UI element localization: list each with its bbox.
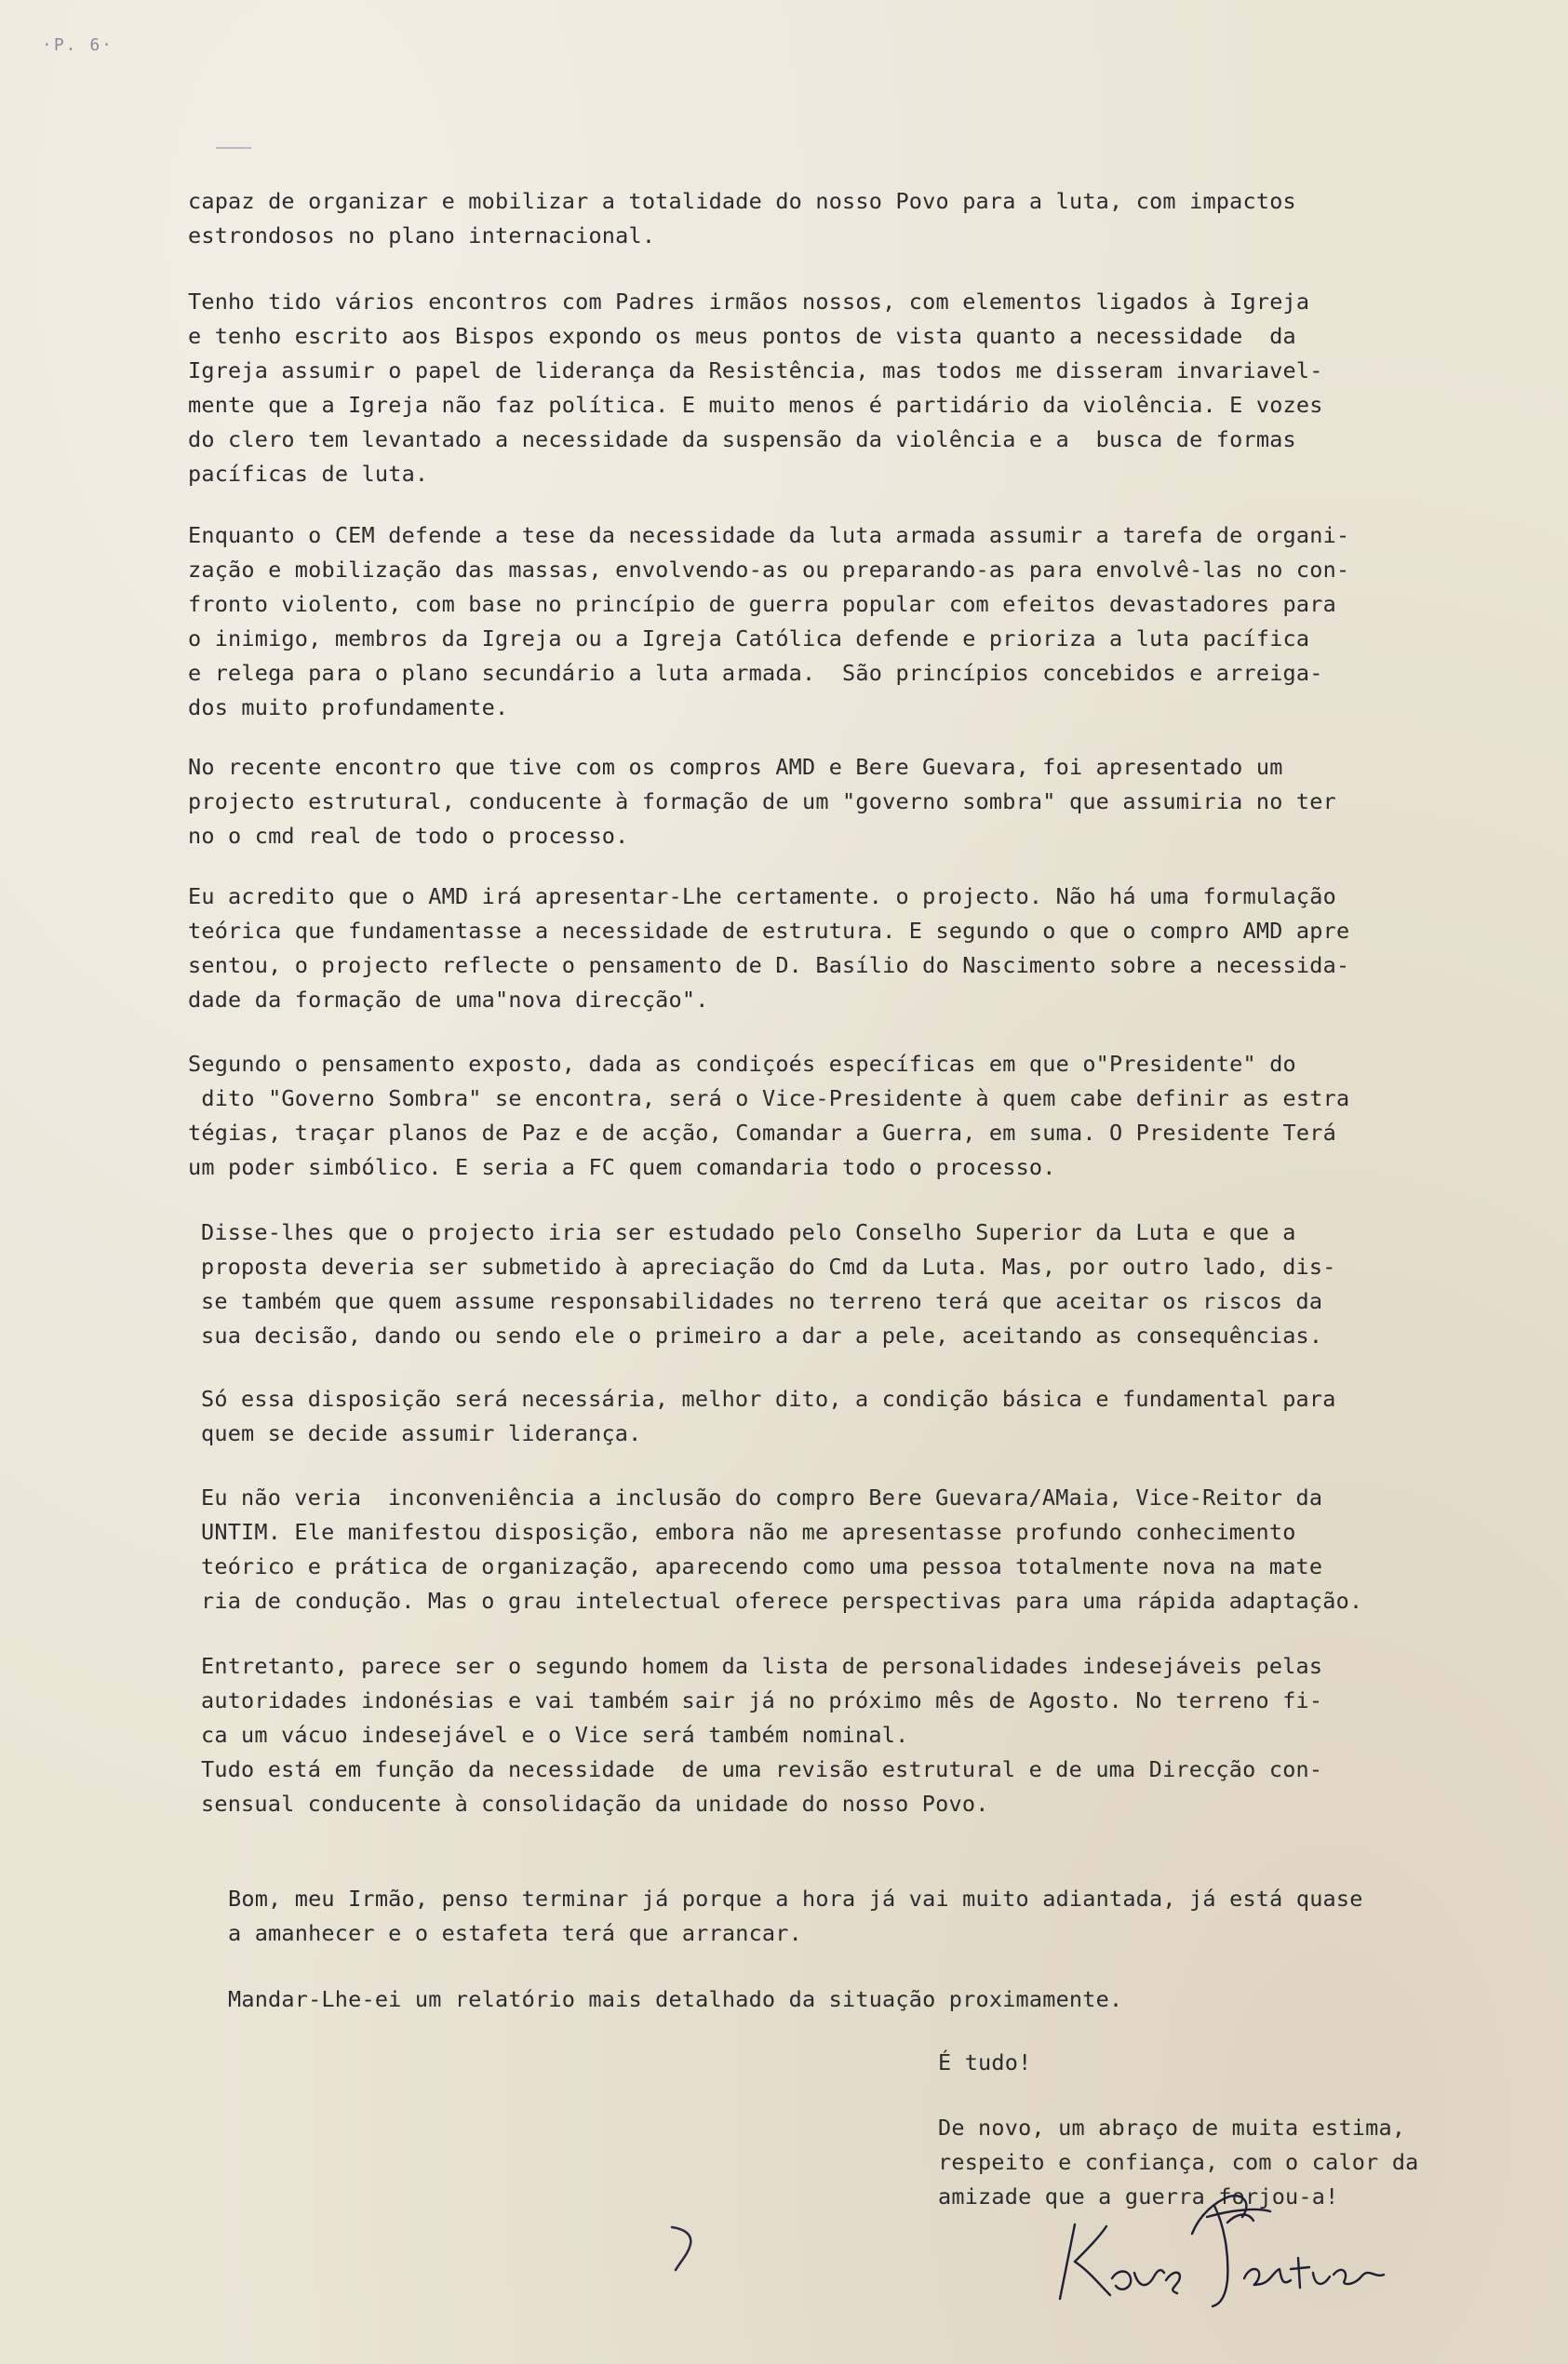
page-number-mark: ·P. 6· bbox=[42, 35, 114, 55]
text-line: e tenho escrito aos Bispos expondo os meus pontos de vista quanto a necessidade da bbox=[188, 323, 1296, 349]
text-line: Bom, meu Irmão, penso terminar já porque a hora já vai muito adiantada, já está quase bbox=[228, 1886, 1363, 1912]
ink-stroke-mark bbox=[668, 2220, 705, 2276]
text-line: um poder simbólico. E seria a FC quem comandaria todo o processo. bbox=[188, 1154, 1056, 1180]
text-line: respeito e confiança, com o calor da bbox=[938, 2149, 1419, 2175]
text-line: Tudo está em função da necessidade de uma revisão estrutural e de uma Direcção con- bbox=[201, 1756, 1323, 1782]
text-line: proposta deveria ser submetido à apreciação do Cmd da Luta. Mas, por outro lado, dis- bbox=[201, 1254, 1336, 1280]
text-line: UNTIM. Ele manifestou disposição, embora não me apresentasse profundo conhecimento bbox=[201, 1519, 1296, 1545]
text-line: estrondosos no plano internacional. bbox=[188, 222, 656, 248]
text-line: pacíficas de luta. bbox=[188, 461, 429, 487]
text-line: De novo, um abraço de muita estima, bbox=[938, 2115, 1406, 2141]
paragraph-10 bbox=[201, 1649, 1322, 1821]
text-line: autoridades indonésias e vai também sair já no próximo mês de Agosto. No terreno fi- bbox=[201, 1687, 1323, 1713]
text-line: Só essa disposição será necessária, melhor dito, a condição básica e fundamental para bbox=[201, 1386, 1336, 1412]
text-line: No recente encontro que tive com os compros AMD e Bere Guevara, foi apresentado um bbox=[188, 754, 1283, 780]
paragraph-3 bbox=[188, 518, 1349, 725]
text-line: projecto estrutural, conducente à formação de um "governo sombra" que assumiria no ter bbox=[188, 788, 1336, 814]
paragraph-11 bbox=[228, 1882, 1363, 1951]
text-line: e relega para o plano secundário a luta armada. São princípios concebidos e arreiga- bbox=[188, 660, 1323, 686]
text-line: Disse-lhes que o projecto iria ser estudado pelo Conselho Superior da Luta e que a bbox=[201, 1219, 1296, 1245]
text-line: ca um vácuo indesejável e o Vice será também nominal. bbox=[201, 1722, 909, 1748]
text-line: capaz de organizar e mobilizar a totalidade do nosso Povo para a luta, com impactos bbox=[188, 188, 1296, 214]
text-line: teórica que fundamentasse a necessidade de estrutura. E segundo o que o compro AMD apre bbox=[188, 918, 1350, 944]
text-line: o inimigo, membros da Igreja ou a Igreja Católica defende e prioriza a luta pacífica bbox=[188, 625, 1310, 651]
paragraph-5 bbox=[188, 880, 1349, 1017]
text-line: Tenho tido vários encontros com Padres irmãos nossos, com elementos ligados à Igreja bbox=[188, 289, 1310, 315]
text-line: sentou, o projecto reflecte o pensamento de D. Basílio do Nascimento sobre a necessida- bbox=[188, 952, 1350, 978]
text-line: zação e mobilização das massas, envolvendo-as ou preparando-as para envolvê-las no con- bbox=[188, 557, 1350, 583]
closing-line bbox=[938, 2046, 1031, 2080]
text-line: a amanhecer e o estafeta terá que arrancar. bbox=[228, 1920, 802, 1946]
text-line: dos muito profundamente. bbox=[188, 694, 509, 720]
paragraph-1 bbox=[188, 184, 1296, 253]
text-line: Segundo o pensamento exposto, dada as condiçoés específicas em que o"Presidente" do bbox=[188, 1051, 1296, 1077]
text-line: Eu não veria inconveniência a inclusão do compro Bere Guevara/AMaia, Vice-Reitor da bbox=[201, 1484, 1323, 1511]
text-line: do clero tem levantado a necessidade da suspensão da violência e a busca de formas bbox=[188, 426, 1296, 452]
text-line: quem se decide assumir liderança. bbox=[201, 1420, 642, 1446]
text-line: dito "Governo Sombra" se encontra, será o Vice-Presidente à quem cabe definir as estra bbox=[188, 1085, 1350, 1111]
text-line: sensual conducente à consolidação da unidade do nosso Povo. bbox=[201, 1791, 989, 1817]
text-line: Entretanto, parece ser o segundo homem da lista de personalidades indesejáveis pelas bbox=[201, 1653, 1323, 1679]
text-line: Enquanto o CEM defende a tese da necessidade da luta armada assumir a tarefa de organi- bbox=[188, 522, 1350, 548]
paragraph-7 bbox=[201, 1216, 1336, 1353]
paragraph-6 bbox=[188, 1047, 1349, 1185]
text-line: se também que quem assume responsabilidades no terreno terá que aceitar os riscos da bbox=[201, 1288, 1323, 1314]
text-line: Igreja assumir o papel de liderança da Resistência, mas todos me disseram invariavel- bbox=[188, 357, 1323, 383]
paragraph-12 bbox=[228, 1982, 1122, 2017]
text-line: no o cmd real de todo o processo. bbox=[188, 823, 629, 849]
text-line: Eu acredito que o AMD irá apresentar-Lhe certamente. o projecto. Não há uma formulação bbox=[188, 883, 1336, 909]
text-line: tégias, traçar planos de Paz e de acção, Comandar a Guerra, em suma. O Presidente Terá bbox=[188, 1120, 1336, 1146]
text-line: fronto violento, com base no princípio de guerra popular com efeitos devastadores para bbox=[188, 591, 1336, 617]
stray-pen-mark bbox=[216, 147, 251, 153]
text-line: ria de condução. Mas o grau intelectual oferece perspectivas para uma rápida adaptação. bbox=[201, 1588, 1363, 1614]
text-line: mente que a Igreja não faz política. E muito menos é partidário da violência. E vozes bbox=[188, 392, 1323, 418]
text-line: dade da formação de uma"nova direcção". bbox=[188, 987, 709, 1013]
text-line: teórico e prática de organização, aparecendo como uma pessoa totalmente nova na mate bbox=[201, 1553, 1323, 1579]
paragraph-2 bbox=[188, 285, 1323, 491]
paragraph-9 bbox=[201, 1481, 1362, 1619]
text-line: sua decisão, dando ou sendo ele o primeiro a dar a pele, aceitando as consequências. bbox=[201, 1323, 1323, 1349]
text-line: É tudo! bbox=[938, 2049, 1032, 2075]
handwritten-signature bbox=[1038, 2169, 1410, 2327]
paragraph-4 bbox=[188, 750, 1336, 853]
paragraph-8 bbox=[201, 1382, 1336, 1451]
text-line: amizade que a guerra forjou-a! bbox=[938, 2183, 1339, 2210]
text-line: Mandar-Lhe-ei um relatório mais detalhado da situação proximamente. bbox=[228, 1986, 1123, 2012]
